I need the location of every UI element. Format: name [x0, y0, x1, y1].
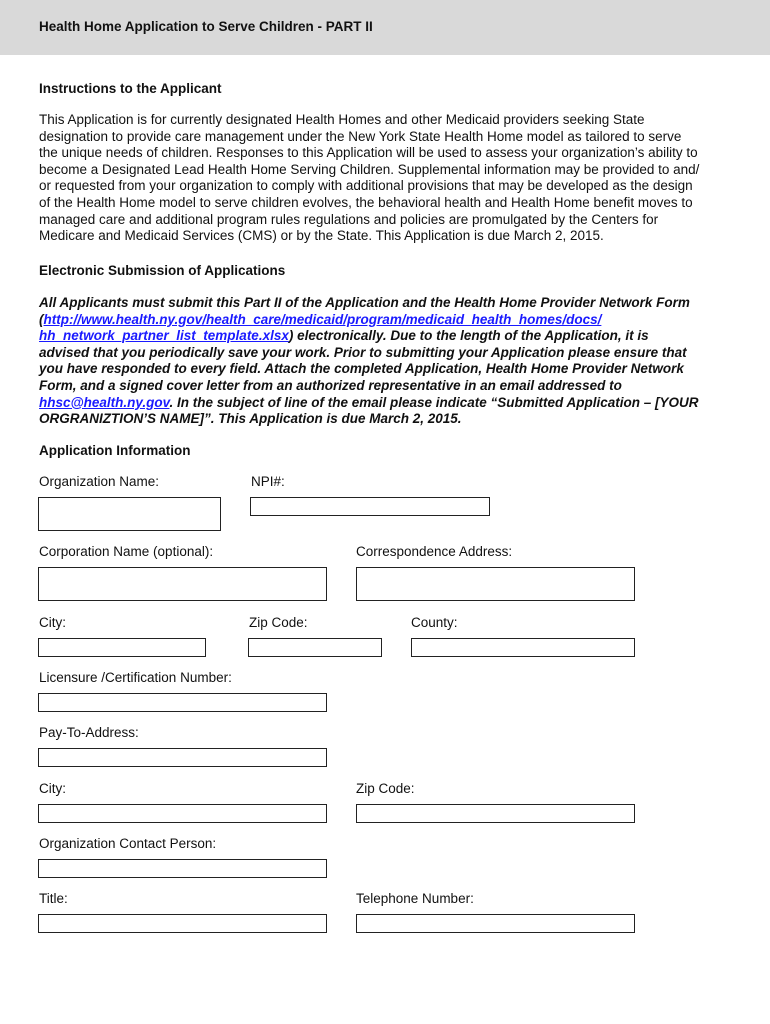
zip-field[interactable] — [248, 638, 382, 657]
city2-field[interactable] — [38, 804, 327, 823]
contact-label: Organization Contact Person: — [39, 836, 217, 851]
pay-to-field[interactable] — [38, 748, 327, 767]
text-line: you have responded to every field. Attach the completed Application, Health Home Provider Network — [39, 361, 684, 377]
template-link[interactable]: http://www.health.ny.gov/health_care/medicaid/program/medicaid_health_homes/docs/ — [43, 311, 602, 327]
city-label: City: — [39, 615, 66, 630]
text-line: or requested from your organization to comply with additional provisions that may be developed as the design — [39, 178, 693, 194]
city2-label: City: — [39, 781, 66, 796]
template-link-cont[interactable]: hh_network_partner_list_template.xlsx — [39, 328, 289, 344]
city-field[interactable] — [38, 638, 206, 657]
pay-to-label: Pay-To-Address: — [39, 725, 139, 740]
county-field[interactable] — [411, 638, 635, 657]
zip2-field[interactable] — [356, 804, 635, 823]
text-line: designation to provide care management under the New York State Health Home model as tailored to serve — [39, 128, 682, 144]
title-label: Title: — [39, 891, 68, 906]
text-line: of the Health Home model to serve children evolves, the behavioral health and Health Home benefit moves to — [39, 194, 693, 210]
org-name-field[interactable] — [38, 497, 221, 531]
corp-name-field[interactable] — [38, 567, 327, 601]
licensure-label: Licensure /Certification Number: — [39, 670, 232, 685]
text-line: advised that you periodically save your work. Prior to submitting your Application please ensure that — [39, 344, 687, 360]
text-line: ORGRANIZTION’S NAME]”. This Application is due March 2, 2015. — [39, 411, 462, 427]
email-link[interactable]: hhsc@health.ny.gov — [39, 394, 170, 410]
text-line: the unique needs of children. Responses to this Application will be used to assess your organization’s ability to — [39, 145, 698, 161]
text-line — [39, 328, 699, 345]
paren: ( — [39, 311, 44, 327]
telephone-field[interactable] — [356, 914, 635, 933]
page-title: Health Home Application to Serve Children - PART II — [39, 19, 373, 34]
text-line — [39, 312, 699, 329]
text-line: All Applicants must submit this Part II of the Application and the Health Home Provider Network Form — [39, 295, 690, 310]
submission-heading: Electronic Submission of Applications — [39, 263, 286, 278]
npi-field[interactable] — [250, 497, 490, 516]
text-line: managed care and additional program rules regulations and policies are promulgated by the Centers for — [39, 211, 659, 227]
submission-paragraph — [39, 295, 699, 428]
corr-address-field[interactable] — [356, 567, 635, 601]
text-line — [39, 395, 699, 412]
page-header — [0, 0, 770, 55]
application-info-heading: Application Information — [39, 443, 191, 458]
text-line: Medicare and Medicaid Services (CMS) or by the State. This Application is due March 2, 2015. — [39, 228, 604, 244]
instructions-heading: Instructions to the Applicant — [39, 81, 222, 96]
zip-label: Zip Code: — [249, 615, 308, 630]
org-name-label: Organization Name: — [39, 474, 160, 489]
corr-address-label: Correspondence Address: — [356, 544, 513, 559]
contact-field[interactable] — [38, 859, 327, 878]
county-label: County: — [411, 615, 458, 630]
npi-label: NPI#: — [251, 474, 285, 489]
instructions-paragraph — [39, 112, 699, 245]
title-field[interactable] — [38, 914, 327, 933]
text-line: This Application is for currently designated Health Homes and other Medicaid providers seeking State — [39, 112, 645, 127]
telephone-label: Telephone Number: — [356, 891, 474, 906]
text-line: Form, and a signed cover letter from an authorized representative in an email addressed to — [39, 377, 622, 393]
text: . In the subject of line of the email please indicate “Submitted Application – [YOUR — [169, 394, 699, 410]
zip2-label: Zip Code: — [356, 781, 415, 796]
corp-name-label: Corporation Name (optional): — [39, 544, 214, 559]
text: ) electronically. Due to the length of the Application, it is — [288, 328, 649, 344]
text-line: become a Designated Lead Health Home Serving Children. Supplemental information may be provided to and/ — [39, 161, 700, 177]
licensure-field[interactable] — [38, 693, 327, 712]
